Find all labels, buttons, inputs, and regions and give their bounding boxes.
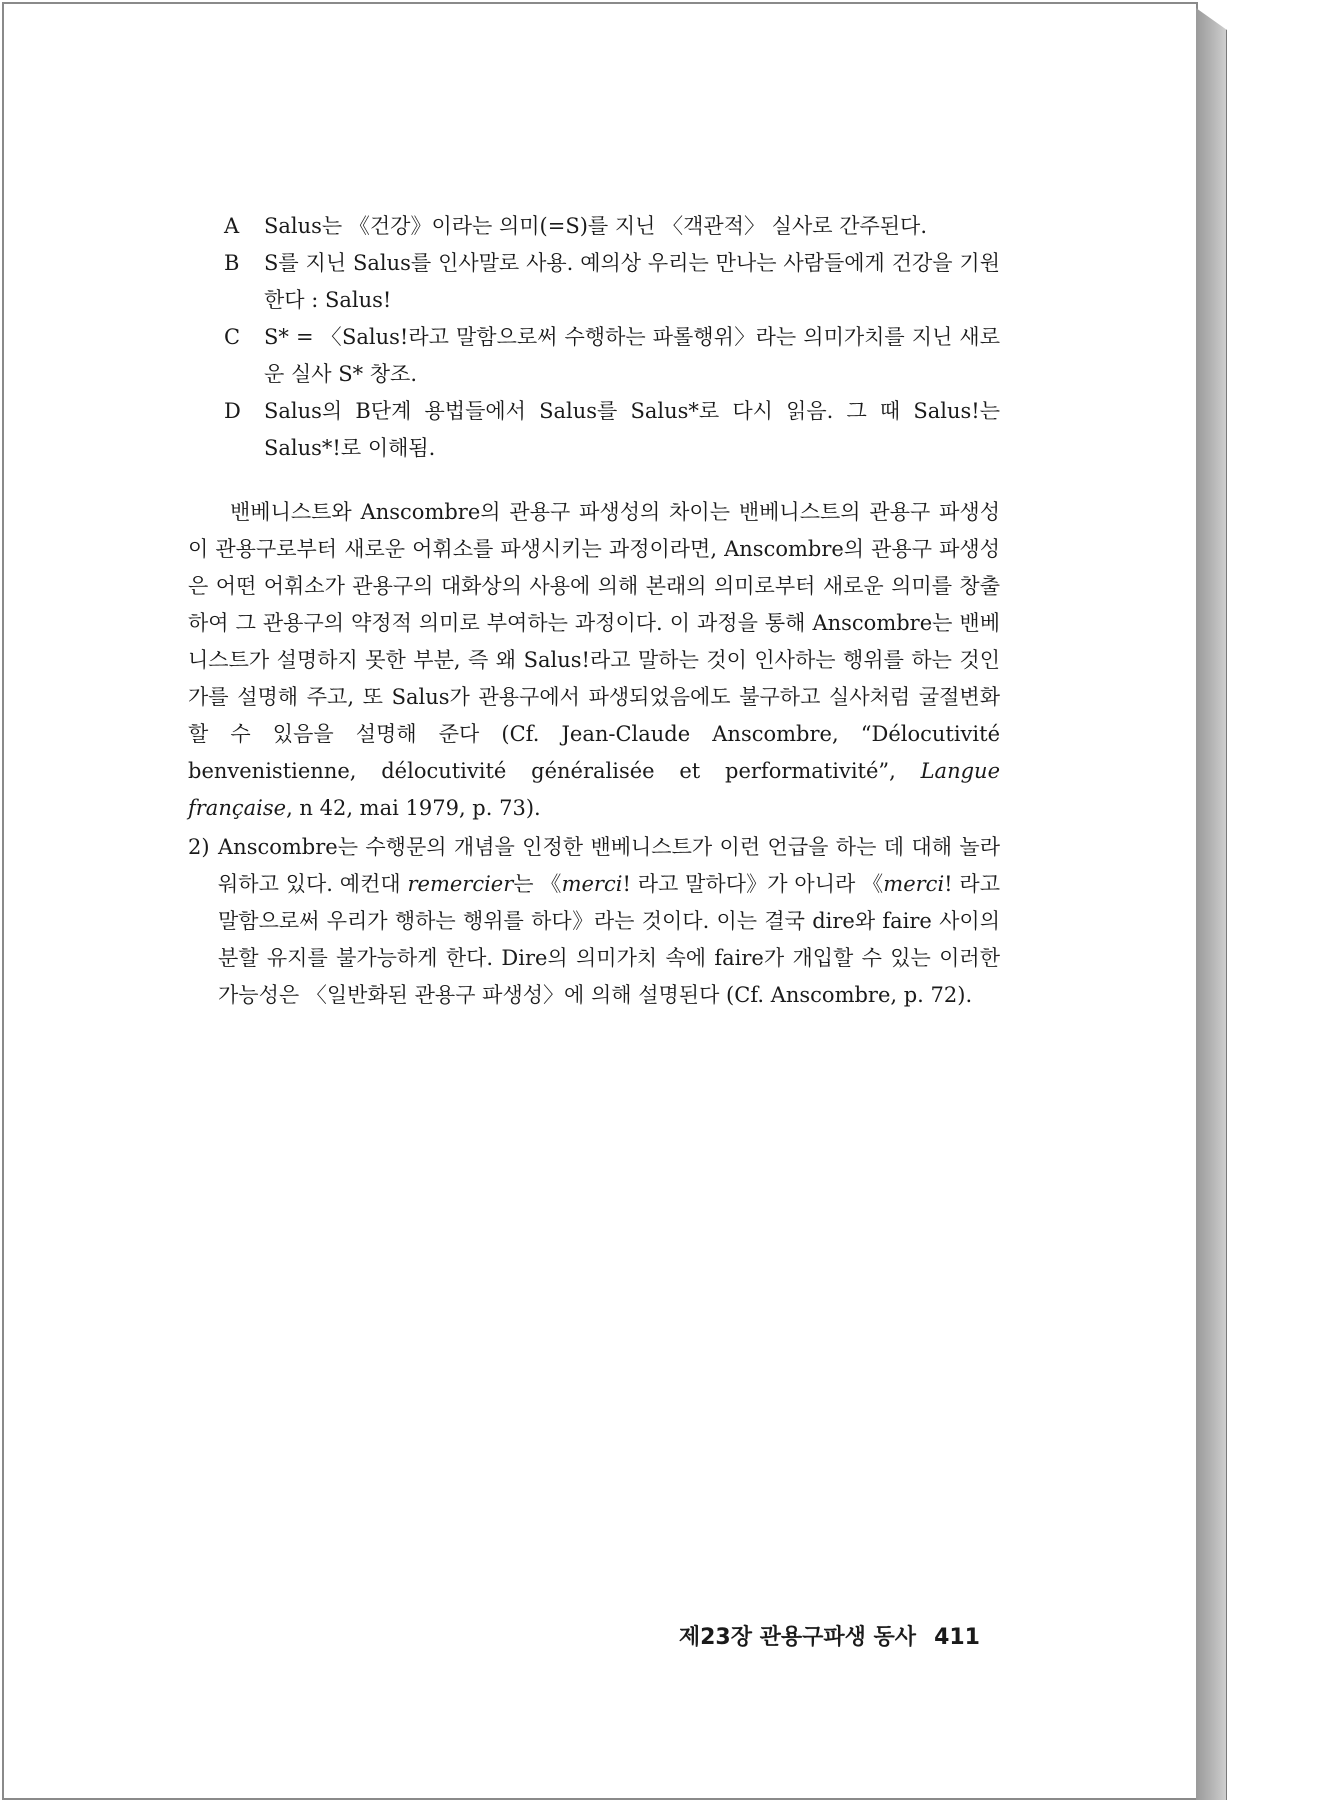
italic-word: merci xyxy=(883,872,945,896)
page-footer xyxy=(640,1620,980,1651)
page-number: 411 xyxy=(934,1625,980,1650)
page-edge-shadow xyxy=(1196,8,1227,1800)
footnote xyxy=(188,829,1000,1014)
step-letter: B xyxy=(224,251,240,275)
paragraph-text: 밴베니스트와 Anscombre의 관용구 파생성의 차이는 밴베니스트의 관용구 파생성이 관용구로부터 새로운 어휘소를 파생시키는 과정이라면, Anscombre의 관용구 파생성은 어떤 어휘소가 관용구의 대화상의 사용에 의해 본래의 의미로부터 새로운 의미를 창출하여 그 관용구의 약정적 의미로 부여하는 과정이다. 이 과정을 통해 Anscombre는 밴베니스트가 설명하지 못한 부분, 즉 왜 Salus!라고 말하는 것이 인사하는 행위를 하는 것인가를 설명해 주고, 또 Salus가 관용구에서 파생되었음에도 불구하고 실사처럼 굴절변화할 수 있음을 설명해 준다 (Cf. Jean-Claude Anscombre, “Délocutivité benvenistienne, délocutivité généralisée et performativité”, xyxy=(188,500,1000,783)
step-text: Salus는 《건강》이라는 의미(=S)를 지닌 〈객관적〉 실사로 간주된다. xyxy=(264,214,928,238)
chapter-title: 제23장 관용구파생 동사 xyxy=(678,1625,917,1650)
italic-word: merci xyxy=(561,872,623,896)
step-item xyxy=(188,208,1000,245)
step-list xyxy=(188,208,1000,467)
step-letter: C xyxy=(224,325,241,349)
step-item xyxy=(188,393,1000,467)
footnote-part: Anscombre는 수행문의 개념을 인정한 밴베니스트가 이런 언급을 하는 데 대해 놀라워하고 있다. 예컨대 xyxy=(218,835,1000,896)
footnote-number: 2) xyxy=(188,835,210,859)
body-paragraph xyxy=(188,494,1000,827)
step-item xyxy=(188,245,1000,319)
step-text: Salus의 B단계 용법들에서 Salus를 Salus*로 다시 읽음. 그 때 Salus!는 Salus*!로 이해됨. xyxy=(264,399,1000,460)
paragraph-tail: , n 42, mai 1979, p. 73). xyxy=(286,796,541,820)
footnote-part: 는 《 xyxy=(513,872,562,896)
footnote-part: ! 라고 말함으로써 우리가 행하는 행위를 하다》라는 것이다. 이는 결국 dire와 faire 사이의 분할 유지를 불가능하게 한다. Dire의 의미가치 속에 faire가 개입할 수 있는 이러한 가능성은 〈일반화된 관용구 파생성〉에 의해 설명된다 (Cf. Anscombre, p. 72). xyxy=(218,872,1001,1007)
step-letter: A xyxy=(224,214,240,238)
journal-title: Langue française xyxy=(188,759,1000,820)
footnote-part: ! 라고 말하다》가 아니라 《 xyxy=(622,872,884,896)
step-item xyxy=(188,319,1000,393)
page-content xyxy=(188,208,1000,1014)
footnote-text xyxy=(218,829,1000,1014)
step-text: S* = 〈Salus!라고 말함으로써 수행하는 파롤행위〉라는 의미가치를 지닌 새로운 실사 S* 창조. xyxy=(264,325,1000,386)
step-letter: D xyxy=(224,399,241,423)
step-text: S를 지닌 Salus를 인사말로 사용. 예의상 우리는 만나는 사람들에게 건강을 기원한다 : Salus! xyxy=(264,251,1000,312)
italic-word: remercier xyxy=(407,872,514,896)
